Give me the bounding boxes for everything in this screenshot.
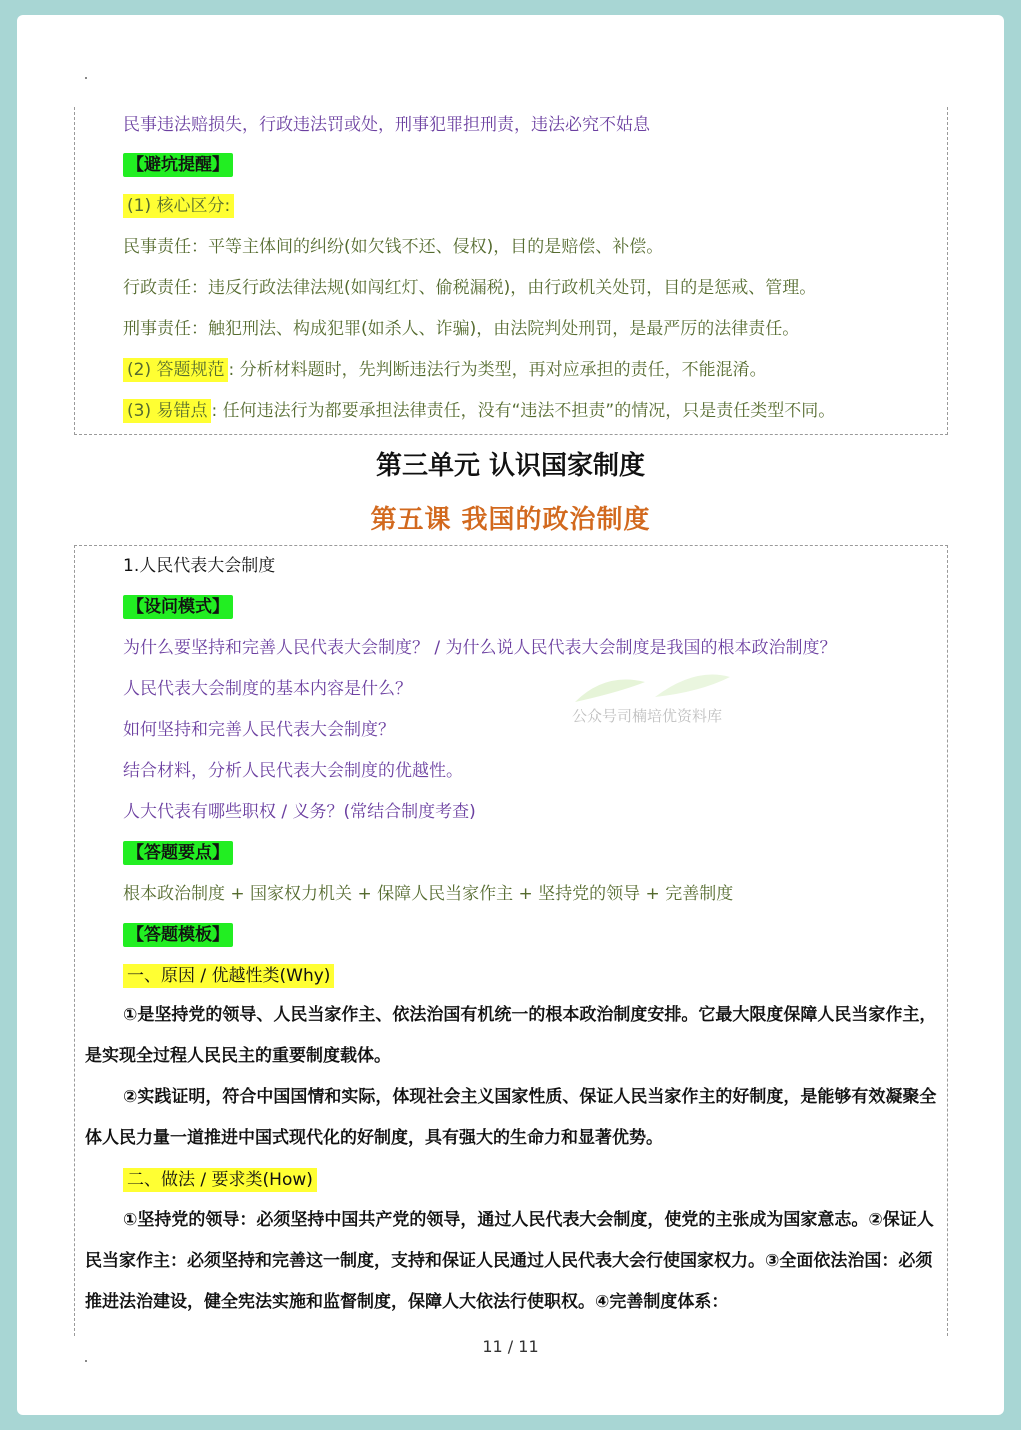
question-item: 如何坚持和完善人民代表大会制度？ bbox=[123, 720, 395, 740]
how-heading-label: 二、做法 / 要求类(How) bbox=[123, 1168, 317, 1192]
criminal-liability-line: 刑事责任：触犯刑法、构成犯罪(如杀人、诈骗)，由法院判处刑罚，是最严厉的法律责任。 bbox=[123, 319, 800, 339]
error-point-line bbox=[123, 398, 835, 424]
question-item: 结合材料，分析人民代表大会制度的优越性。 bbox=[123, 761, 463, 781]
tag-template-label: 【答题模板】 bbox=[123, 923, 233, 947]
error-point-label: (3) 易错点 bbox=[123, 399, 211, 423]
tag-keypoints bbox=[123, 840, 233, 866]
speck bbox=[85, 77, 87, 79]
page-number: 11 / 11 bbox=[482, 1337, 539, 1356]
answer-norm-text: : 分析材料题时，先判断违法行为类型，再对应承担的责任，不能混淆。 bbox=[228, 360, 767, 380]
admin-liability-line: 行政责任：违反行政法律法规(如闯红灯、偷税漏税)，由行政机关处罚，目的是惩戒、管理。 bbox=[123, 278, 817, 298]
tag-keypoints-label: 【答题要点】 bbox=[123, 841, 233, 865]
answer-norm-line bbox=[123, 357, 767, 383]
keypoints-line: 根本政治制度 + 国家权力机关 + 保障人民当家作主 + 坚持党的领导 + 完善制度 bbox=[123, 884, 734, 904]
why-heading bbox=[123, 963, 334, 989]
section-heading: 1.人民代表大会制度 bbox=[123, 556, 276, 576]
unit-title: 第三单元 认识国家制度 bbox=[375, 451, 646, 481]
why-paragraph-1: ①是坚持党的领导、人民当家作主、依法治国有机统一的根本政治制度安排。它最大限度保障人民当家作主，是实现全过程人民民主的重要制度载体。 bbox=[85, 1005, 937, 1066]
tag-questions bbox=[123, 594, 233, 620]
speck bbox=[85, 1360, 87, 1362]
watermark-text: 公众号司楠培优资料库 bbox=[572, 707, 723, 725]
tag-questions-label: 【设问模式】 bbox=[123, 595, 233, 619]
tag-pitfall-label: 【避坑提醒】 bbox=[123, 153, 233, 177]
why-heading-label: 一、原因 / 优越性类(Why) bbox=[123, 964, 334, 988]
tag-template bbox=[123, 922, 233, 948]
civil-liability-line: 民事责任：平等主体间的纠纷(如欠钱不还、侵权)，目的是赔偿、补偿。 bbox=[123, 237, 664, 257]
error-point-text: : 任何违法行为都要承担法律责任，没有“违法不担责”的情况，只是责任类型不同。 bbox=[211, 401, 836, 421]
answer-norm-label: (2) 答题规范 bbox=[123, 358, 228, 382]
how-paragraph: ①坚持党的领导：必须坚持中国共产党的领导，通过人民代表大会制度，使党的主张成为国家意志。②保证人民当家作主：必须坚持和完善这一制度，支持和保证人民通过人民代表大会行使国家权力。③全面依法治国：必须推进法治建设，健全宪法实施和监督制度，保障人大依法行使职权。④完善制度体系： bbox=[85, 1210, 934, 1312]
tag-pitfall bbox=[123, 152, 233, 178]
how-heading bbox=[123, 1167, 317, 1193]
leaf-watermark-icon bbox=[565, 667, 735, 707]
core-distinction-label bbox=[123, 193, 234, 219]
why-paragraph-2: ②实践证明，符合中国国情和实际，体现社会主义国家性质、保证人民当家作主的好制度，是能够有效凝聚全体人民力量一道推进中国式现代化的好制度，具有强大的生命力和显著优势。 bbox=[85, 1087, 937, 1148]
question-item: 人民代表大会制度的基本内容是什么？ bbox=[123, 679, 412, 699]
core-distinction-text: (1) 核心区分: bbox=[123, 194, 234, 218]
question-item: 为什么要坚持和完善人民代表大会制度？ / 为什么说人民代表大会制度是我国的根本政治制度？ bbox=[123, 638, 837, 658]
document-page bbox=[17, 15, 1004, 1415]
lesson-title: 第五课 我国的政治制度 bbox=[370, 505, 651, 535]
question-item: 人大代表有哪些职权 / 义务？(常结合制度考查) bbox=[123, 802, 476, 822]
summary-line: 民事违法赔损失，行政违法罚或处，刑事犯罪担刑责，违法必究不姑息 bbox=[123, 115, 650, 135]
